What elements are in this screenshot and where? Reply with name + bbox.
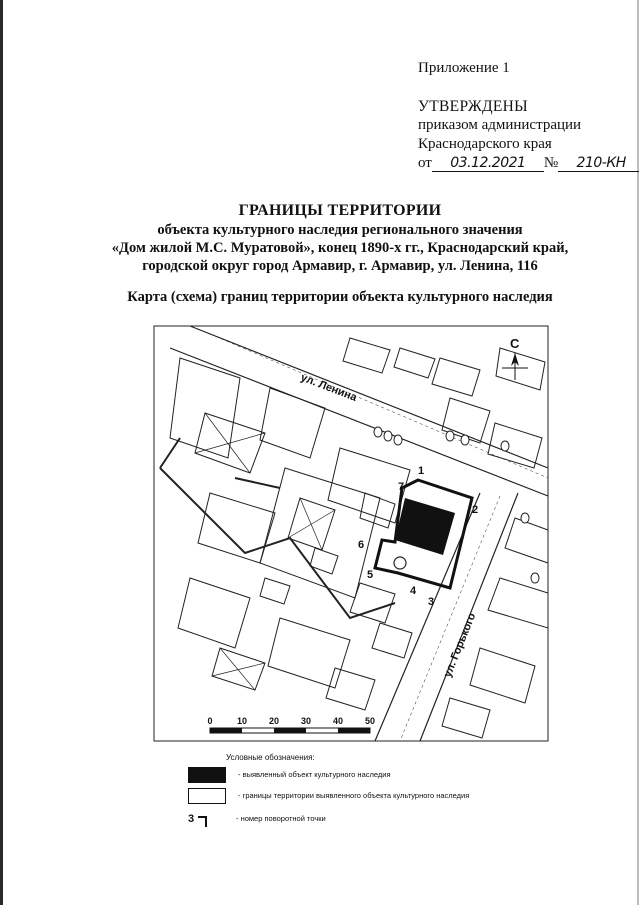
approval-block [418,97,639,173]
scale-label: 10 [236,716,248,726]
legend-label: - границы территории выявленного объекта культурного наследия [238,790,470,800]
document-title: ГРАНИЦЫ ТЕРРИТОРИИ [238,202,442,219]
scale-label: 0 [207,716,213,726]
point-label: 3 [428,596,435,608]
number-prefix: № [543,155,559,171]
title-line-2: объекта культурного наследия регионального значения [157,222,523,238]
black-fill-box-icon [188,767,226,783]
turn-point-marker-icon [188,811,224,827]
point-label: 7 [398,481,405,493]
street-label-lenina: ул. Ленина [298,371,359,404]
legend-item-turn-point [188,811,326,827]
title-line-4: городской округ город Армавир, г. Армавир, ул. Ленина, 116 [142,258,538,274]
map-frame [154,326,548,741]
date-prefix: от [418,155,432,171]
approved-line-2: приказом администрации [418,117,582,133]
street-label-gorkogo: ул. Горького [441,611,479,680]
scale-label: 50 [364,716,376,726]
scale-label: 40 [332,716,344,726]
date-value: 03.12.2021 [432,156,544,172]
territory-map [150,318,550,743]
legend-label: - выявленный объект культурного наследия [238,769,391,779]
legend-title: Условные обозначения: [226,753,315,762]
point-label: 1 [418,465,425,477]
legend-item-boundary [188,788,469,804]
north-label: С [510,336,520,351]
round-feature [394,557,406,569]
scale-label: 20 [268,716,280,726]
page-left-edge [0,0,3,905]
number-value: 210-КН [558,156,639,172]
point-label: 4 [410,585,417,597]
legend-label: - номер поворотной точки [236,813,326,823]
approved-heading: УТВЕРЖДЕНЫ [418,98,528,115]
appendix-label: Приложение 1 [418,60,510,76]
white-box-icon [188,788,226,804]
turn-point-number: 3 [188,813,195,825]
approved-line-3: Краснодарского края [418,136,552,152]
title-line-3: «Дом жилой М.С. Муратовой», конец 1890-х гг., Краснодарский край, [111,240,569,256]
point-label: 2 [472,504,479,516]
legend-item-object [188,767,391,783]
map-title: Карта (схема) границ территории объекта культурного наследия [127,289,553,305]
point-label: 6 [358,539,365,551]
approval-date-row [418,154,639,173]
scale-label: 30 [300,716,312,726]
point-label: 5 [367,569,374,581]
